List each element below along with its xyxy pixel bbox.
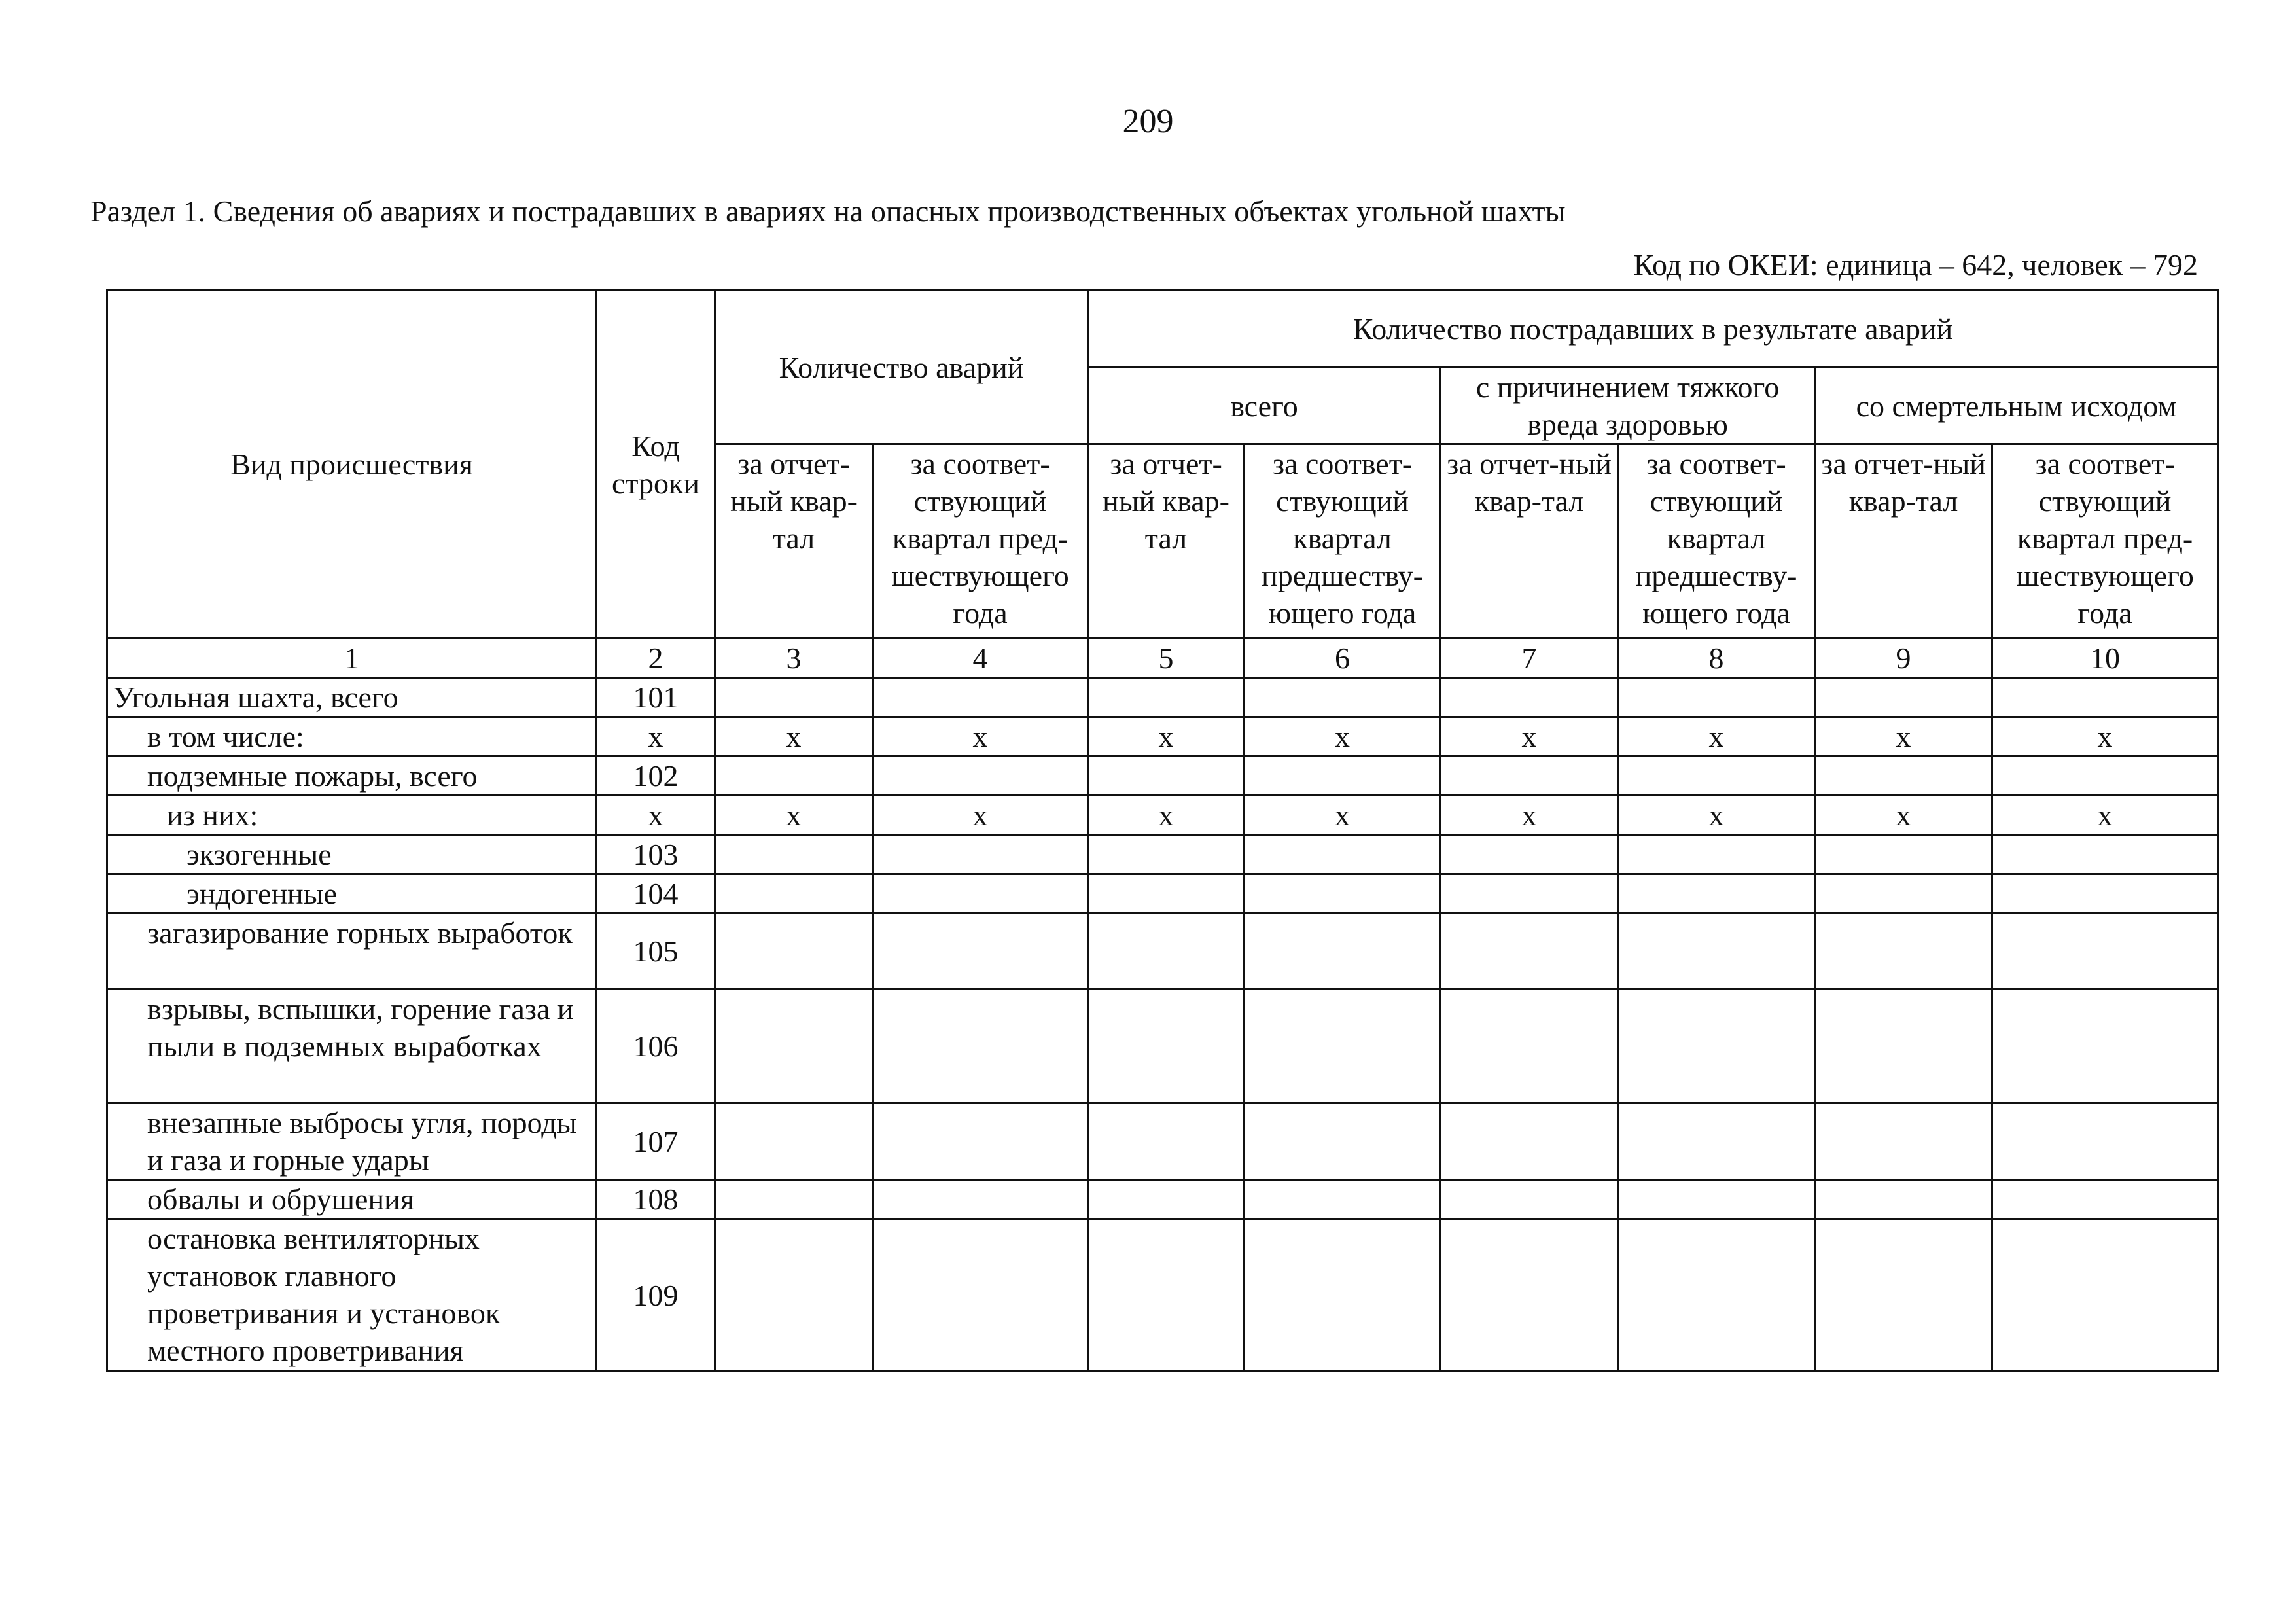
data-cell[interactable] <box>715 1219 873 1372</box>
row-label: взрывы, вспышки, горение газа и пыли в подземных выработках <box>107 990 597 1103</box>
data-cell[interactable] <box>1088 1219 1245 1372</box>
header-total-previous: за соответ-ствующий квартал предшеству-ющего года <box>1245 444 1441 639</box>
column-number: 8 <box>1618 639 1815 678</box>
data-cell[interactable] <box>1088 874 1245 914</box>
table-row <box>107 835 2218 874</box>
data-cell[interactable] <box>1992 874 2218 914</box>
data-cell[interactable] <box>1245 678 1441 717</box>
column-number: 7 <box>1441 639 1618 678</box>
data-cell[interactable] <box>1992 835 2218 874</box>
table-row <box>107 990 2218 1103</box>
data-cell[interactable] <box>1618 1103 1815 1180</box>
data-cell[interactable] <box>873 1103 1088 1180</box>
data-cell[interactable] <box>715 990 873 1103</box>
table-row <box>107 1103 2218 1180</box>
row-code: х <box>597 796 715 835</box>
data-cell[interactable] <box>1088 914 1245 990</box>
data-cell[interactable] <box>873 1219 1088 1372</box>
table-row <box>107 1219 2218 1372</box>
data-cell[interactable] <box>1088 678 1245 717</box>
data-cell[interactable] <box>1618 678 1815 717</box>
row-label: экзогенные <box>107 835 597 874</box>
data-cell[interactable] <box>1815 1219 1992 1372</box>
data-cell[interactable] <box>1815 874 1992 914</box>
column-number: 9 <box>1815 639 1992 678</box>
data-cell[interactable] <box>1815 835 1992 874</box>
page-number: 209 <box>1122 103 1174 140</box>
header-code: Код строки <box>597 291 715 639</box>
data-cell[interactable] <box>715 874 873 914</box>
column-number: 4 <box>873 639 1088 678</box>
row-label: подземные пожары, всего <box>107 757 597 796</box>
header-accidents-count: Количество аварий <box>715 291 1088 444</box>
data-cell[interactable] <box>1245 990 1441 1103</box>
column-number: 2 <box>597 639 715 678</box>
column-number: 6 <box>1245 639 1441 678</box>
data-cell[interactable] <box>1992 990 2218 1103</box>
table-row <box>107 796 2218 835</box>
header-fatal-previous: за соответ-ствующий квартал пред-шествующего года <box>1992 444 2218 639</box>
data-cell[interactable] <box>873 990 1088 1103</box>
row-label: загазирование горных выработок <box>107 914 597 990</box>
data-cell[interactable] <box>1618 757 1815 796</box>
data-cell[interactable]: х <box>1618 717 1815 757</box>
data-cell[interactable] <box>1815 678 1992 717</box>
data-cell[interactable]: х <box>1618 796 1815 835</box>
accidents-table <box>106 289 2219 1372</box>
data-cell[interactable] <box>1815 990 1992 1103</box>
data-cell[interactable] <box>1441 914 1618 990</box>
data-cell[interactable] <box>1815 757 1992 796</box>
data-cell[interactable] <box>873 1180 1088 1219</box>
data-cell[interactable] <box>1441 678 1618 717</box>
row-code: х <box>597 717 715 757</box>
row-label: эндогенные <box>107 874 597 914</box>
row-code: 102 <box>597 757 715 796</box>
data-cell[interactable] <box>1618 1180 1815 1219</box>
header-fatal-current: за отчет-ный квар-тал <box>1815 444 1992 639</box>
data-cell[interactable] <box>1992 1219 2218 1372</box>
row-code: 103 <box>597 835 715 874</box>
data-cell[interactable]: х <box>715 796 873 835</box>
data-cell[interactable] <box>1441 1103 1618 1180</box>
data-cell[interactable] <box>1088 835 1245 874</box>
column-number: 3 <box>715 639 873 678</box>
data-cell[interactable] <box>715 757 873 796</box>
data-cell[interactable]: х <box>1441 717 1618 757</box>
data-cell[interactable] <box>1245 1103 1441 1180</box>
data-cell[interactable]: х <box>1815 717 1992 757</box>
header-victims-count: Количество пострадавших в результате аварий <box>1088 291 2218 368</box>
data-cell[interactable] <box>873 757 1088 796</box>
header-kind: Вид происшествия <box>107 291 597 639</box>
header-severe-previous: за соответ-ствующий квартал предшеству-ющего года <box>1618 444 1815 639</box>
row-code: 106 <box>597 990 715 1103</box>
data-cell[interactable]: х <box>715 717 873 757</box>
header-total-current: за отчет-ный квар-тал <box>1088 444 1245 639</box>
data-cell[interactable] <box>1245 1219 1441 1372</box>
data-cell[interactable] <box>1618 914 1815 990</box>
data-cell[interactable] <box>1245 914 1441 990</box>
table-row <box>107 874 2218 914</box>
table-row <box>107 1180 2218 1219</box>
data-cell[interactable] <box>1441 757 1618 796</box>
row-code: 105 <box>597 914 715 990</box>
data-cell[interactable] <box>715 914 873 990</box>
data-cell[interactable] <box>873 874 1088 914</box>
data-cell[interactable]: х <box>1088 796 1245 835</box>
data-cell[interactable]: х <box>1441 796 1618 835</box>
row-label: в том числе: <box>107 717 597 757</box>
row-label: остановка вентиляторных установок главного проветривания и установок местного проветривания <box>107 1219 597 1372</box>
data-cell[interactable] <box>1618 874 1815 914</box>
data-cell[interactable] <box>1992 678 2218 717</box>
data-cell[interactable] <box>1088 1103 1245 1180</box>
row-label: внезапные выбросы угля, породы и газа и горные удары <box>107 1103 597 1180</box>
data-cell[interactable]: х <box>873 717 1088 757</box>
data-cell[interactable] <box>1441 1219 1618 1372</box>
row-code: 108 <box>597 1180 715 1219</box>
data-cell[interactable] <box>1815 914 1992 990</box>
data-cell[interactable] <box>1815 1103 1992 1180</box>
data-cell[interactable] <box>715 1180 873 1219</box>
data-cell[interactable] <box>1618 1219 1815 1372</box>
header-accidents-previous: за соответ-ствующий квартал пред-шествующего года <box>873 444 1088 639</box>
data-cell[interactable] <box>1992 757 2218 796</box>
header-victims-severe: с причинением тяжкого вреда здоровью <box>1441 368 1815 444</box>
data-cell[interactable] <box>1815 1180 1992 1219</box>
data-cell[interactable]: х <box>1992 796 2218 835</box>
data-cell[interactable] <box>1245 874 1441 914</box>
data-cell[interactable]: х <box>873 796 1088 835</box>
data-cell[interactable] <box>1088 757 1245 796</box>
section-title: Раздел 1. Сведения об авариях и пострадавших в авариях на опасных производственных объектах угольной шахты <box>90 194 1566 228</box>
table-row <box>107 678 2218 717</box>
row-label: обвалы и обрушения <box>107 1180 597 1219</box>
column-numbers-row <box>107 639 2218 678</box>
data-cell[interactable] <box>873 914 1088 990</box>
data-cell[interactable] <box>1992 1180 2218 1219</box>
data-cell[interactable] <box>715 835 873 874</box>
row-code: 101 <box>597 678 715 717</box>
data-cell[interactable] <box>1245 1180 1441 1219</box>
table-row <box>107 757 2218 796</box>
data-cell[interactable] <box>1618 835 1815 874</box>
row-code: 109 <box>597 1219 715 1372</box>
column-number: 10 <box>1992 639 2218 678</box>
data-cell[interactable] <box>1441 835 1618 874</box>
header-accidents-current: за отчет-ный квар-тал <box>715 444 873 639</box>
data-cell[interactable] <box>1441 874 1618 914</box>
column-number: 1 <box>107 639 597 678</box>
row-code: 107 <box>597 1103 715 1180</box>
row-label: из них: <box>107 796 597 835</box>
data-cell[interactable] <box>1245 835 1441 874</box>
row-code: 104 <box>597 874 715 914</box>
data-cell[interactable] <box>1441 1180 1618 1219</box>
data-cell[interactable] <box>873 678 1088 717</box>
table-row <box>107 717 2218 757</box>
data-cell[interactable]: х <box>1245 717 1441 757</box>
data-cell[interactable] <box>1441 990 1618 1103</box>
table-row <box>107 914 2218 990</box>
data-cell[interactable]: х <box>1088 717 1245 757</box>
column-number: 5 <box>1088 639 1245 678</box>
data-cell[interactable] <box>873 835 1088 874</box>
data-cell[interactable] <box>715 678 873 717</box>
data-cell[interactable]: х <box>1992 717 2218 757</box>
data-cell[interactable] <box>715 1103 873 1180</box>
header-victims-total: всего <box>1088 368 1441 444</box>
data-cell[interactable] <box>1245 757 1441 796</box>
data-cell[interactable]: х <box>1245 796 1441 835</box>
data-cell[interactable] <box>1992 1103 2218 1180</box>
okei-code: Код по ОКЕИ: единица – 642, человек – 792 <box>1633 248 2198 281</box>
data-cell[interactable] <box>1992 914 2218 990</box>
data-cell[interactable] <box>1088 1180 1245 1219</box>
header-victims-fatal: со смертельным исходом <box>1815 368 2218 444</box>
row-label: Угольная шахта, всего <box>107 678 597 717</box>
data-cell[interactable] <box>1088 990 1245 1103</box>
header-severe-current: за отчет-ный квар-тал <box>1441 444 1618 639</box>
data-cell[interactable] <box>1618 990 1815 1103</box>
data-cell[interactable]: х <box>1815 796 1992 835</box>
